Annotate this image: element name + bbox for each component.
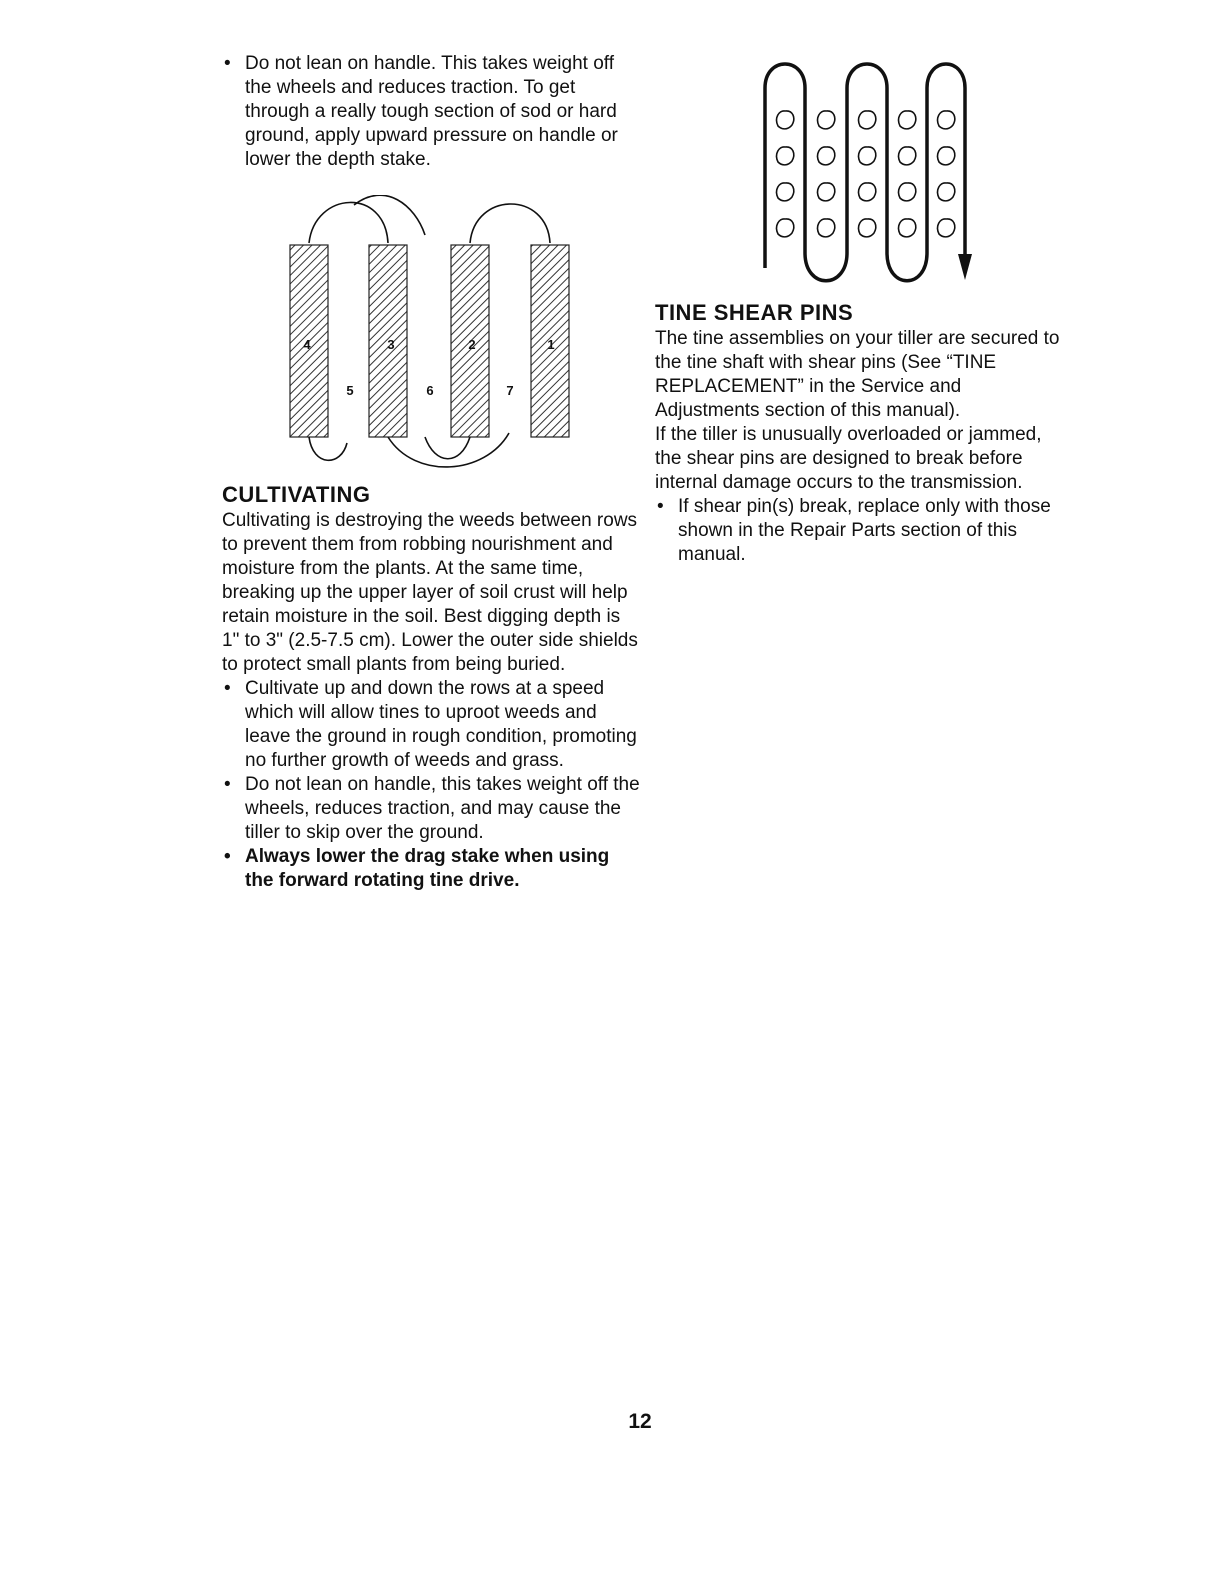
- plant-icon: [859, 111, 876, 129]
- plant-icon: [938, 147, 955, 165]
- row-cultivation-diagram: [755, 58, 975, 293]
- plant-icon: [938, 111, 955, 129]
- cultivating-heading: CULTIVATING: [222, 482, 371, 507]
- turn-arc-4-3: [309, 202, 388, 243]
- tine-shear-pins-paragraph-2: If the tiller is unusually overloaded or jammed, the shear pins are designed to break before internal damage occurs to the transmission.: [655, 424, 1042, 493]
- plant-icon: [899, 183, 916, 201]
- cultivating-paragraph: Cultivating is destroying the weeds between rows to prevent them from robbing nourishment and moisture from the plants. At the same time, breaking up the upper layer of soil crust will help retain moisture in the soil. Best digging depth is 1" to 3" (2.5-7.5 cm). Lower the outer side shields to protect small plants from being buried.: [222, 510, 638, 675]
- tilling-pattern-diagram: [285, 195, 580, 470]
- pass-label-5: 5: [346, 383, 354, 398]
- turn-arc-bottom-3: [425, 437, 470, 459]
- strip-label-1: 1: [547, 337, 555, 352]
- pass-label-7: 7: [506, 383, 514, 398]
- plant-icon: [818, 183, 835, 201]
- serpentine-path: [765, 64, 965, 281]
- plant-icon: [899, 219, 916, 237]
- strip-label-2: 2: [468, 337, 476, 352]
- plant-icon: [777, 183, 794, 201]
- tilling-pattern-svg: [285, 195, 580, 470]
- page-number: 12: [628, 1410, 652, 1433]
- turn-arc-bottom-2: [388, 433, 509, 467]
- pass-label-6: 6: [426, 383, 434, 398]
- left-column: [222, 52, 642, 172]
- lean-on-handle-bullet: • Do not lean on handle. This takes weight off the wheels and reduces traction. To get through a really tough section of sod or hard ground, apply upward pressure on handle or lower the depth stake.: [222, 52, 642, 172]
- plant-icon: [859, 219, 876, 237]
- turn-arc-3-2: [354, 195, 425, 235]
- plant-icon: [859, 183, 876, 201]
- plant-icon: [818, 147, 835, 165]
- plant-icon: [818, 111, 835, 129]
- cultivating-section: [222, 482, 642, 893]
- plant-icon: [818, 219, 835, 237]
- tine-shear-pins-heading: TINE SHEAR PINS: [655, 300, 854, 325]
- direction-arrow-icon: [958, 254, 972, 280]
- turn-arc-bottom-1: [309, 437, 347, 460]
- cultivate-rows-bullet: • Cultivate up and down the rows at a speed which will allow tines to uproot weeds and leave the ground in rough condition, promoting no further growth of weeds and grass.: [222, 677, 642, 773]
- plant-icon: [899, 147, 916, 165]
- tine-shear-pins-paragraph-1: The tine assemblies on your tiller are secured to the tine shaft with shear pins (See “TINE REPLACEMENT” in the Service and Adjustments section of this manual).: [655, 328, 1060, 421]
- do-not-lean-bullet: • Do not lean on handle, this takes weight off the wheels, reduces traction, and may cause the tiller to skip over the ground.: [222, 773, 642, 845]
- plant-icon: [938, 219, 955, 237]
- strip-label-4: 4: [303, 337, 311, 352]
- row-cultivation-svg: [755, 58, 975, 293]
- plant-icon: [899, 111, 916, 129]
- plant-icon: [938, 183, 955, 201]
- turn-arc-2-1: [470, 204, 550, 243]
- plant-icon: [777, 111, 794, 129]
- plant-icon: [777, 219, 794, 237]
- strip-label-3: 3: [387, 337, 395, 352]
- plant-icon: [777, 147, 794, 165]
- tine-shear-pins-section: [655, 300, 1065, 567]
- shear-pin-replace-bullet: • If shear pin(s) break, replace only with those shown in the Repair Parts section of this manual.: [655, 495, 1065, 567]
- plant-icon: [859, 147, 876, 165]
- drag-stake-bullet: • Always lower the drag stake when using the forward rotating tine drive.: [222, 845, 642, 893]
